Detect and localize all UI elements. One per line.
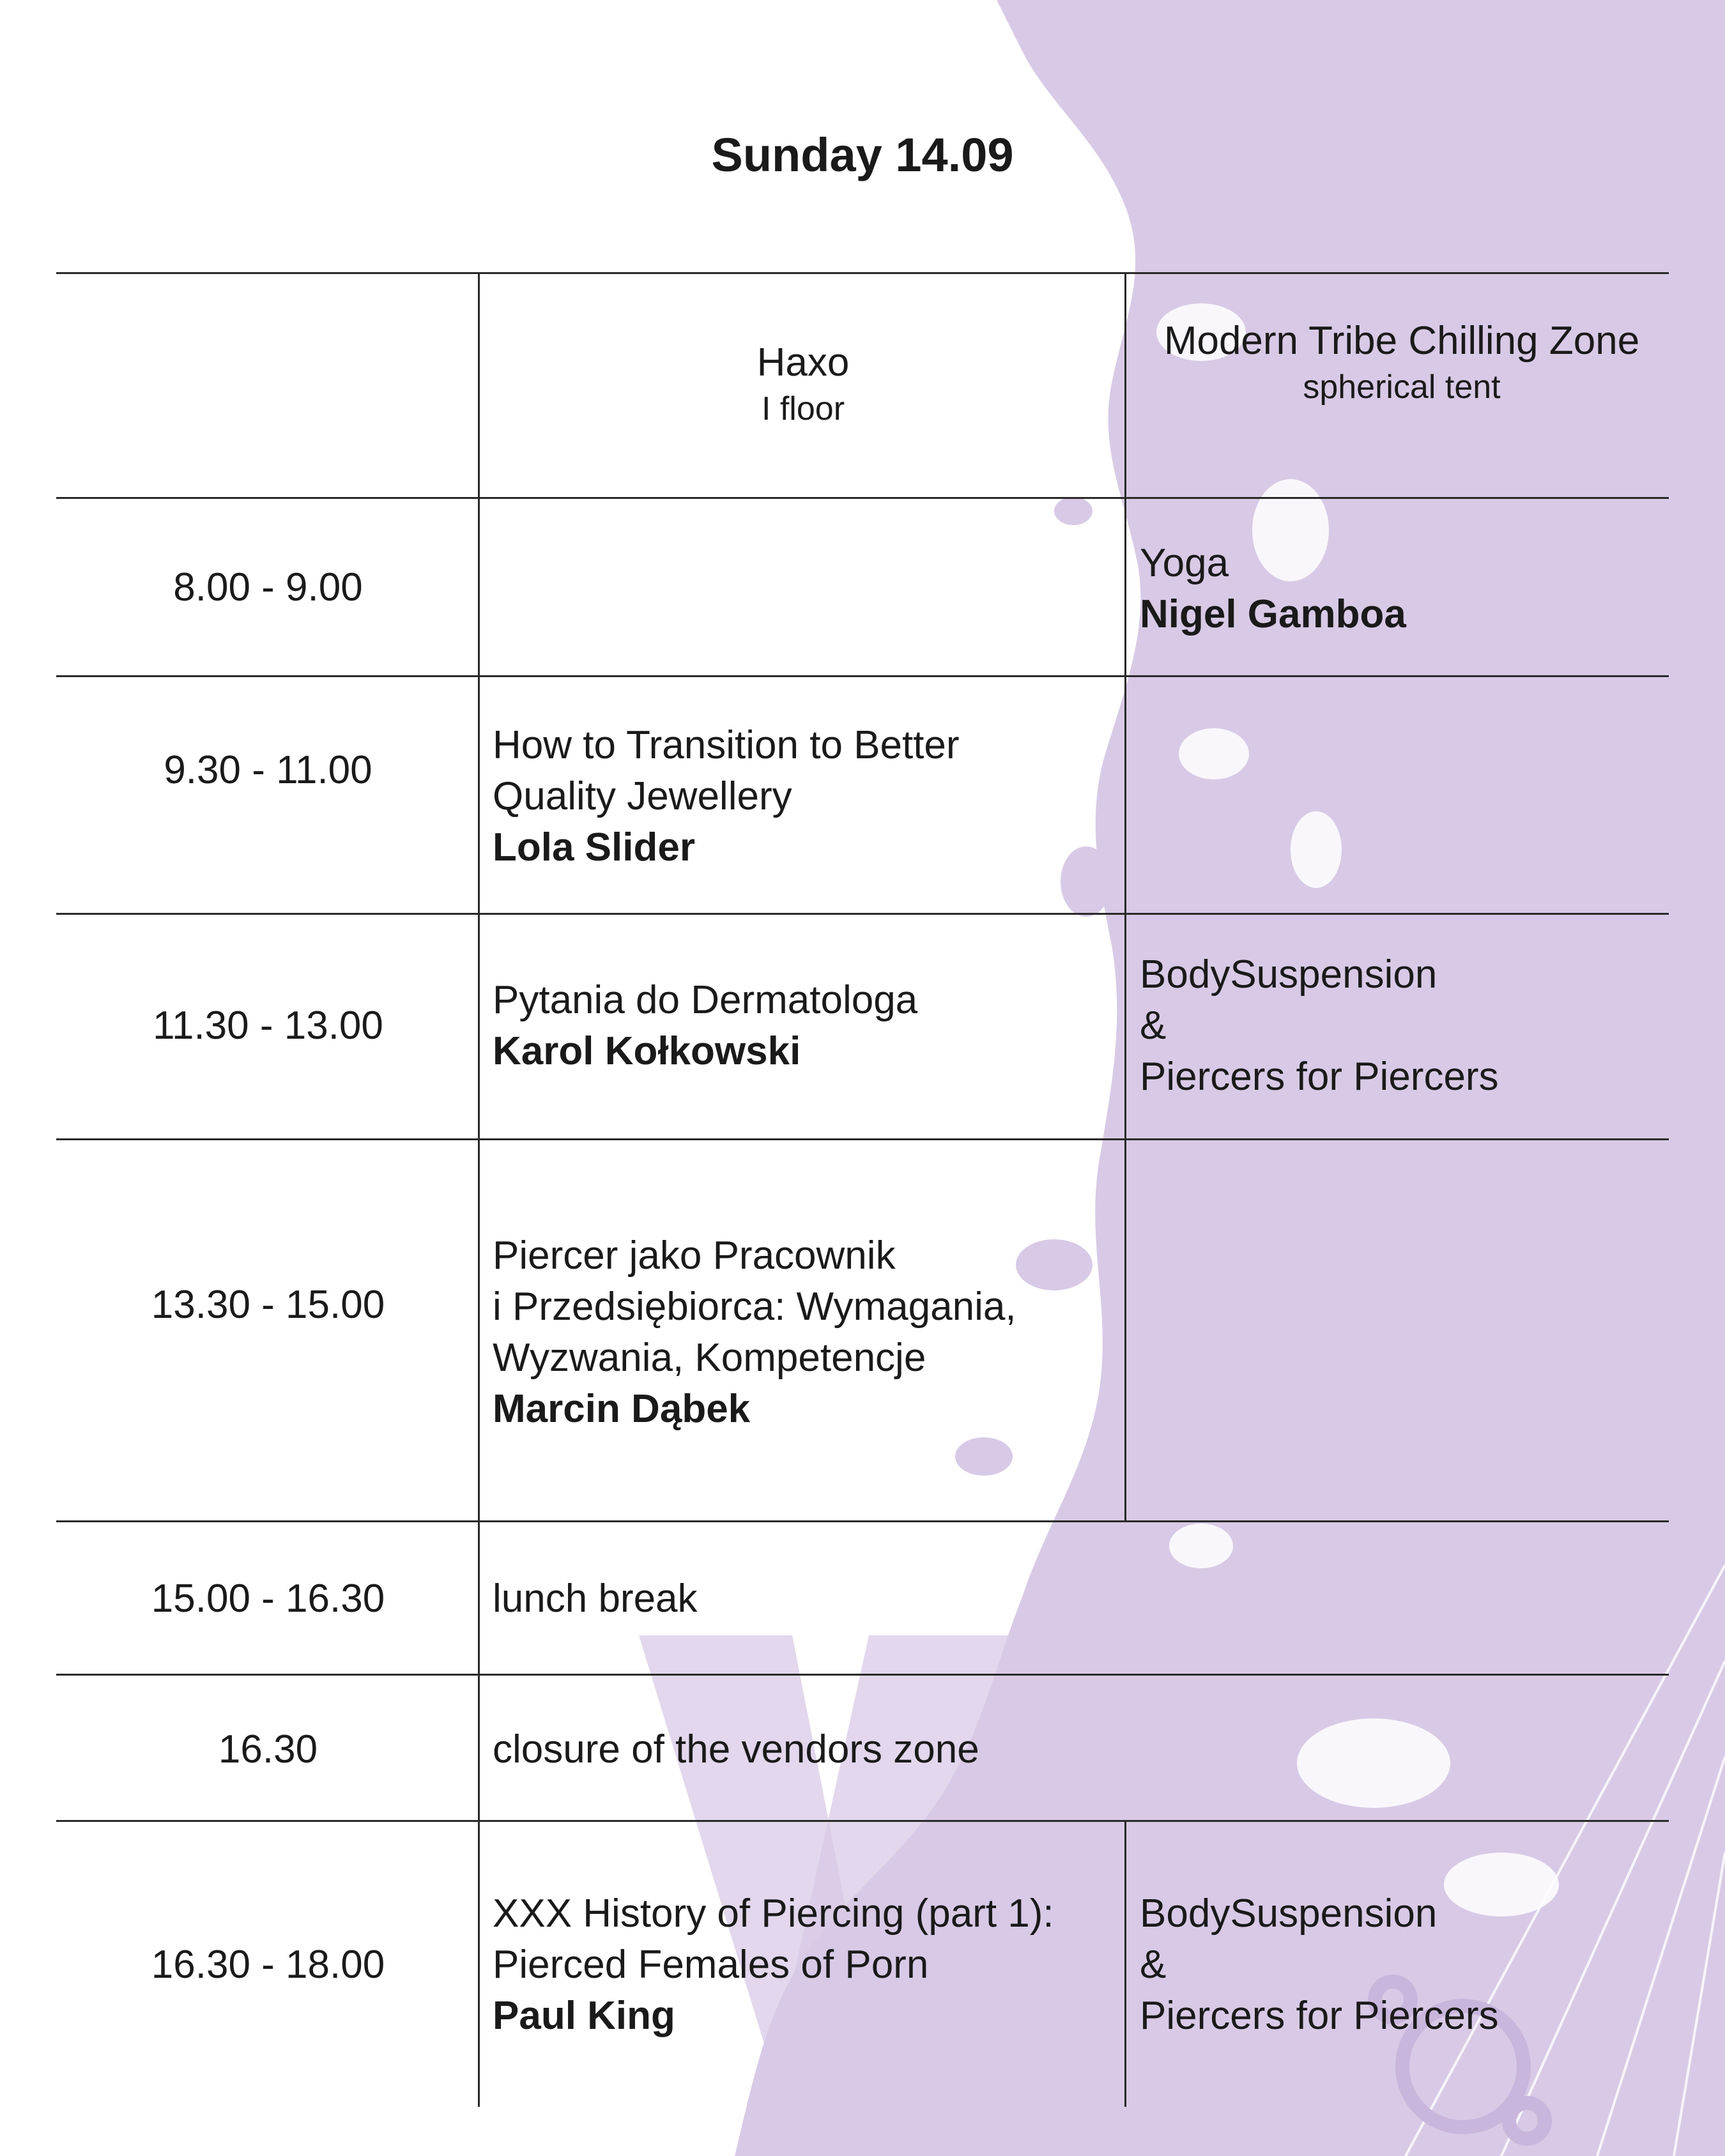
session-cell bbox=[1140, 1888, 1670, 2042]
time-slot: 8.00 - 9.00 bbox=[173, 565, 363, 609]
column-header-title: Haxo bbox=[756, 340, 850, 385]
time-slot: 11.30 - 13.00 bbox=[153, 1004, 383, 1048]
session-title-line: How to Transition to Better bbox=[493, 723, 960, 767]
session-title-line: Piercer jako Pracownik bbox=[493, 1234, 896, 1278]
session-cell bbox=[1140, 949, 1670, 1103]
column-header-subtitle: spherical tent bbox=[1303, 369, 1501, 406]
row-divider bbox=[56, 1520, 1669, 1522]
session-title-line: Piercers for Piercers bbox=[1140, 1994, 1499, 2038]
time-slot: 9.30 - 11.00 bbox=[164, 748, 372, 792]
session-title: Yoga bbox=[1140, 541, 1229, 585]
column-divider bbox=[1124, 1820, 1126, 2107]
session-title-line: BodySuspension bbox=[1140, 1892, 1438, 1936]
row-divider bbox=[56, 1674, 1669, 1676]
session-cell bbox=[493, 975, 1119, 1077]
session-title-line: & bbox=[1140, 1004, 1167, 1048]
column-divider bbox=[1124, 272, 1126, 1522]
session-cell bbox=[493, 1230, 1119, 1435]
session-title-line: XXX History of Piercing (part 1): bbox=[493, 1892, 1054, 1936]
session-speaker: Paul King bbox=[493, 1994, 675, 2038]
column-header-modern-tribe bbox=[1127, 316, 1676, 408]
row-divider bbox=[56, 1820, 1669, 1822]
session-title: Pytania do Dermatologa bbox=[493, 978, 918, 1022]
row-divider bbox=[56, 497, 1669, 499]
row-divider bbox=[56, 1138, 1669, 1140]
session-title-line: BodySuspension bbox=[1140, 952, 1438, 997]
session-cell bbox=[493, 1888, 1119, 2042]
table-top-border bbox=[56, 272, 1669, 274]
time-slot: 16.30 bbox=[218, 1727, 318, 1771]
time-slot: 13.30 - 15.00 bbox=[151, 1283, 385, 1327]
session-speaker: Lola Slider bbox=[493, 825, 695, 869]
session-cell bbox=[1140, 538, 1670, 640]
session-speaker: Marcin Dąbek bbox=[493, 1387, 751, 1431]
time-slot: 15.00 - 16.30 bbox=[151, 1577, 385, 1621]
session-title-line: Pierced Females of Porn bbox=[493, 1943, 929, 1987]
spanning-event: lunch break bbox=[493, 1577, 698, 1621]
column-header-title: Modern Tribe Chilling Zone bbox=[1163, 319, 1640, 363]
session-speaker: Karol Kołkowski bbox=[493, 1029, 801, 1073]
column-header-haxo bbox=[480, 337, 1126, 429]
session-title-line: i Przedsiębiorca: Wymagania, bbox=[493, 1285, 1016, 1329]
time-slot: 16.30 - 18.00 bbox=[151, 1943, 385, 1987]
session-title-line: Piercers for Piercers bbox=[1140, 1055, 1499, 1099]
column-divider bbox=[478, 272, 480, 2107]
session-title-line: Wyzwania, Kompetencje bbox=[493, 1336, 926, 1380]
session-title-line: Quality Jewellery bbox=[493, 774, 792, 818]
page-title: Sunday 14.09 bbox=[711, 128, 1014, 181]
session-cell bbox=[493, 720, 1119, 873]
row-divider bbox=[56, 675, 1669, 677]
spanning-event: closure of the vendors zone bbox=[493, 1727, 979, 1771]
row-divider bbox=[56, 913, 1669, 915]
session-title-line: & bbox=[1140, 1943, 1167, 1987]
session-speaker: Nigel Gamboa bbox=[1140, 592, 1406, 636]
column-header-subtitle: I floor bbox=[761, 390, 845, 427]
